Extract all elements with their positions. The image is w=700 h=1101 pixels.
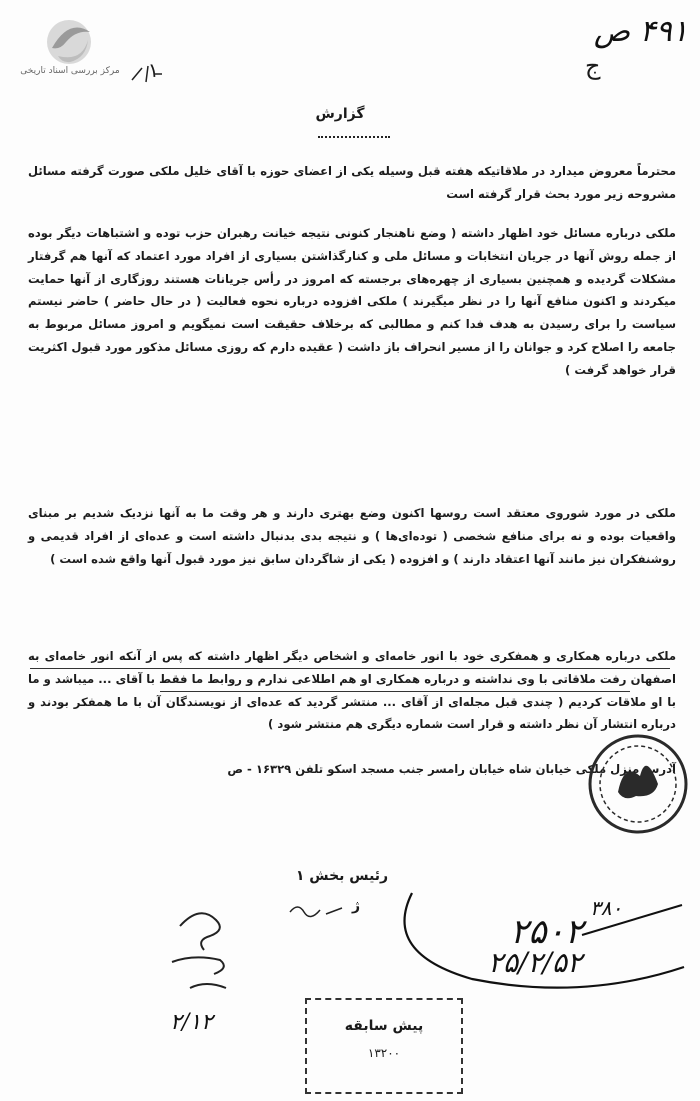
reference-number: ۴۹۱ ص <box>593 14 688 49</box>
handwritten-left-number: ۲/۱۲ <box>170 1010 213 1035</box>
corner-mark: ۱ <box>147 57 160 83</box>
handwritten-date: ۲۵/۲/۵۲ <box>488 946 583 979</box>
signature-icon <box>286 898 346 922</box>
paragraph-soviet: ملکی در مورد شوروی معتقد است روسها اکنون وضع بهتری دارند و هر وقت ما به آنها نزدیک شدیم بر مبنای واقعیات بوده و نه برای منافع شخصی ( توده‌ای‌ها ) و نتیجه بدی بدنبال داشته است و عده‌ای از افراد قدیمی و روشنفکران نیز مانند آنها اعتقاد دارند ) و افزوده ( یکی از شاگردان سابق نیز مورد قبول آنها واقع شده است ) <box>28 506 676 566</box>
signer-note: ژ <box>352 898 361 914</box>
signer-title: رئیس بخش ۱ <box>295 868 389 884</box>
previous-record-stamp <box>305 998 463 1094</box>
stamp-box-label: پیش سابقه <box>344 1018 424 1034</box>
stamp-box-number: ۱۳۲۰۰ <box>367 1046 401 1060</box>
paragraph-address: آدرس منزل ملکی خیابان شاه خیابان رامسر جنب مسجد اسکو تلفن ۱۶۳۲۹ - ص <box>227 762 676 776</box>
paragraph-statement: ملکی درباره مسائل خود اظهار داشته ( وضع ناهنجار کنونی نتیجه خیانت رهبران حزب توده و اشتباهات دیگر بوده از جمله روش آنها در جریان انتخابات و مسائل ملی و کنارگذاشتن بسیاری از افراد مورد اعتماد که آنها هم گرفتار مشکلات گردیده و همچنین بسیاری از چهره‌های برجسته که امروز در رأس جریانات هستند روزگاری از آنها حمایت میکردند و اکنون منافع آنها را در نظر میگیرند ) ملکی افزوده درباره نحوه فعالیت ( در حال حاضر ) حاضر نیستم سیاست را برای رسیدن به هدف فدا کنم و مطالبی که برخلاف حقیقت است نمیگویم و امروز مسائل مربوط به جامعه را اصلاح کرد و جوانان را از مسیر انحراف باز داشت ( عقیده دارم که روزی مسائل مذکور مورد قبول اکثریت قرار خواهد گرفت ) <box>28 226 676 377</box>
logo-caption: مرکز بررسی اسناد تاریخی <box>20 66 120 76</box>
paragraph-intro: محترماً معروض میدارد در ملاقاتیکه هفته قبل وسیله یکی از اعضای حوزه با آقای خلیل ملکی صورت گرفته مسائل مشروحه زیر مورد بحث قرار گرفته است <box>28 164 676 201</box>
handwritten-scribble-icon <box>128 57 168 90</box>
handwritten-signature-icon <box>160 896 250 1006</box>
handwritten-underline <box>30 668 670 669</box>
report-title: گزارش <box>315 106 365 122</box>
title-underline <box>318 136 390 138</box>
handwritten-small-number: ۳۸۰ <box>590 896 623 920</box>
round-seal-stamp-icon <box>584 732 692 836</box>
handwritten-number: ۲۵۰۲ <box>510 912 584 952</box>
reference-sub: ج <box>585 52 601 80</box>
paragraph-cooperation: ملکی درباره همکاری و همفکری خود با انور خامه‌ای و اشخاص دیگر اظهار داشته که پس از آنکه انور خامه‌ای به اصفهان رفت ملاقاتی با وی نداشته و درباره همکاری او هم اطلاعی ندارم و روابط ما فقط با آقای ... میباشد و ما با او ملاقات کردیم ( چندی قبل مجله‌ای از آقای ... منتشر گردید که عده‌ای از نویسندگان آن با ما همفکر بودند و درباره انتشار آن نظر داشته و قرار است شماره دیگری هم منتشر شود ) <box>28 649 676 732</box>
handwritten-underline <box>160 691 630 692</box>
